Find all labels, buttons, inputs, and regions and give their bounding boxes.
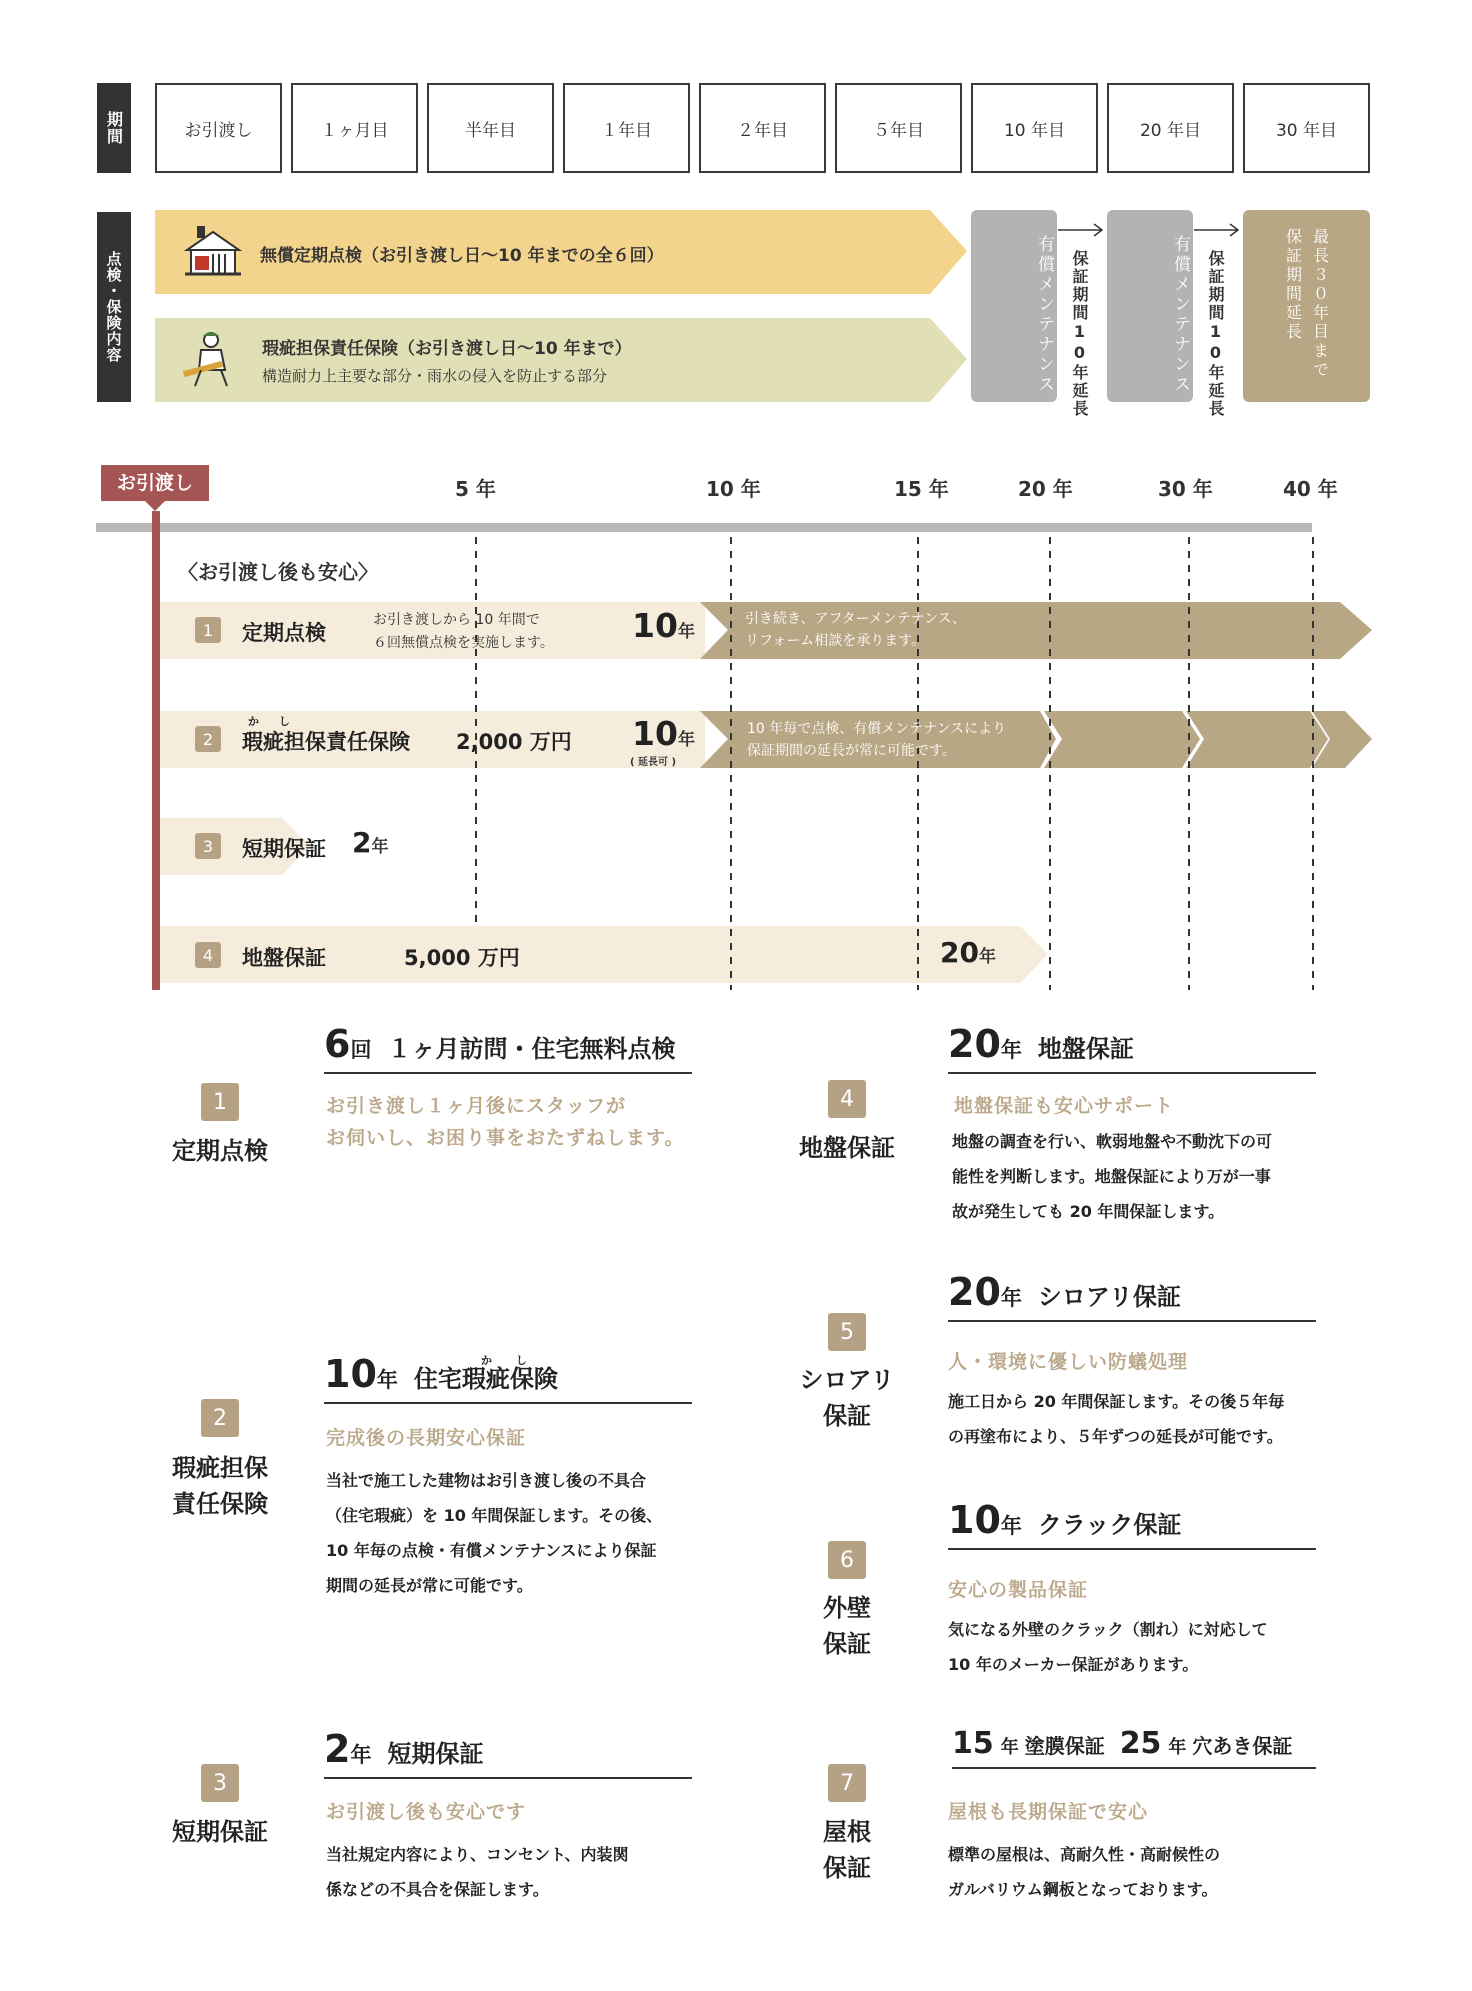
period-item: 30 年目	[1243, 83, 1370, 173]
detail3-subtitle: お引渡し後も安心です	[326, 1801, 527, 1823]
row1-desc-line2: ６回無償点検を実施します。	[373, 635, 554, 651]
row4-years	[940, 936, 996, 969]
period-item: 半年目	[427, 83, 554, 173]
start-tag-label: お引渡し	[116, 472, 193, 494]
detail4-heading-number: 20	[948, 1022, 1001, 1066]
inspection-label: 点検・保険内容	[97, 212, 131, 402]
carpenter-icon	[181, 330, 245, 390]
extension-label-1: 保証期間10年延長	[1070, 250, 1089, 418]
row1-note-line1: 引き続き、アフターメンテナンス、	[745, 611, 967, 627]
row1-years-number: 10	[632, 606, 678, 645]
house-icon	[183, 224, 243, 280]
timeline-caption: 〈お引渡し後も安心〉	[178, 560, 378, 584]
detail5-label	[785, 1362, 909, 1434]
detail6-body-line1: 気になる外壁のクラック（割れ）に対応して	[948, 1620, 1268, 1639]
detail3-heading-title: 短期保証	[387, 1740, 484, 1768]
arrow-right-icon	[1194, 223, 1242, 237]
row2-note-line2: 保証期間の延長が常に可能です。	[747, 743, 956, 759]
detail2-body-line2: （住宅瑕疵）を 10 年間保証します。その後、	[326, 1506, 663, 1525]
detail7-heading-unit1: 年	[1000, 1737, 1019, 1758]
year-label-40: 40 年	[1283, 477, 1338, 501]
detail1-subtitle-line1: お引き渡し１ヶ月後にスタッフが	[326, 1095, 627, 1117]
detail5-heading-number: 20	[948, 1270, 1001, 1314]
period-label: 期間	[97, 83, 131, 173]
detail2-number: 2	[201, 1399, 239, 1437]
paid-maintenance-box-2: 有償メンテナンス	[1107, 210, 1193, 402]
row2-years	[632, 714, 695, 753]
detail7-heading	[952, 1726, 1316, 1769]
detail4-number: 4	[828, 1080, 866, 1118]
start-line	[152, 511, 160, 990]
row2-chevron-1	[1044, 711, 1200, 768]
row2-note-line1: 10 年毎で点検、有償メンテナンスにより	[747, 721, 1007, 737]
detail3-heading	[324, 1727, 692, 1779]
detail7-number: 7	[828, 1764, 866, 1802]
row2-years-unit: 年	[677, 730, 695, 750]
row4-years-number: 20	[940, 936, 979, 969]
detail6-label	[785, 1590, 909, 1662]
row2-note	[747, 718, 1006, 762]
detail2-subtitle: 完成後の長期安心保証	[326, 1427, 527, 1449]
detail7-subtitle: 屋根も長期保証で安心	[948, 1801, 1149, 1823]
detail1-number: 1	[201, 1083, 239, 1121]
detail3-heading-number: 2	[324, 1727, 351, 1771]
period-item: 10 年目	[971, 83, 1098, 173]
band2-sub: 構造耐力上主要な部分・雨水の侵入を防止する部分	[262, 367, 608, 385]
row2-number: 2	[195, 726, 221, 752]
detail6-label-line2: 保証	[823, 1630, 871, 1658]
detail2-label-line2: 責任保険	[172, 1490, 268, 1518]
band2-title: 瑕疵担保責任保険（お引き渡し日〜10 年まで）	[262, 339, 632, 359]
row1-years	[632, 606, 695, 645]
start-tag-pointer	[145, 501, 165, 511]
detail6-heading	[948, 1498, 1316, 1550]
detail2-label-line1: 瑕疵担保	[172, 1454, 268, 1482]
row2-extendable: ( 延長可 )	[630, 757, 677, 768]
detail7-heading-unit2: 年	[1168, 1737, 1187, 1758]
detail4-label: 地盤保証	[799, 1134, 895, 1162]
axis-bar	[96, 523, 1312, 532]
detail3-heading-unit: 年	[350, 1743, 372, 1767]
row4-years-unit: 年	[978, 947, 996, 967]
detail7-label-line2: 保証	[823, 1854, 871, 1882]
detail7-heading-title2: 穴あき保証	[1192, 1734, 1293, 1758]
row2-years-number: 10	[632, 714, 678, 753]
detail2-label	[158, 1450, 282, 1522]
detail1-heading-number: 6	[324, 1022, 351, 1066]
year-label-20: 20 年	[1018, 477, 1073, 501]
detail4-subtitle: 地盤保証も安心サポート	[954, 1095, 1175, 1117]
detail3-body	[326, 1837, 629, 1907]
arrow-right-icon	[1058, 223, 1106, 237]
detail3-number: 3	[201, 1764, 239, 1802]
detail7-heading-title1: 塗膜保証	[1024, 1734, 1105, 1758]
detail7-label	[785, 1814, 909, 1886]
detail3-body-line2: 係などの不具合を保証します。	[326, 1880, 549, 1899]
row2-amount: 2,000 万円	[456, 730, 572, 754]
detail5-body	[948, 1384, 1284, 1454]
period-item: １ヶ月目	[291, 83, 418, 173]
year-label-5: 5 年	[455, 477, 496, 501]
detail5-label-line2: 保証	[823, 1402, 871, 1430]
row4-number: 4	[195, 942, 221, 968]
year-label-30: 30 年	[1158, 477, 1213, 501]
row1-note	[745, 608, 966, 652]
detail2-ruby: か し	[481, 1354, 537, 1367]
year-label-10: 10 年	[706, 477, 761, 501]
extension-label-2: 保証期間10年延長	[1206, 250, 1225, 418]
detail4-body-line2: 能性を判断します。地盤保証により万が一事	[952, 1167, 1271, 1186]
detail2-heading-number: 10	[324, 1352, 377, 1396]
period-item: お引渡し	[155, 83, 282, 173]
period-item: ５年目	[835, 83, 962, 173]
row1-title: 定期点検	[242, 621, 326, 645]
detail7-heading-number1: 15	[952, 1726, 994, 1761]
row1-desc-line1: お引き渡しから 10 年間で	[373, 612, 540, 628]
detail3-body-line1: 当社規定内容により、コンセント、内装関	[326, 1845, 629, 1864]
detail7-body-line1: 標準の屋根は、高耐久性・高耐候性の	[948, 1845, 1221, 1864]
max-extension-box	[1243, 210, 1370, 402]
detail2-heading-title: 住宅瑕疵保険	[413, 1365, 558, 1393]
period-item: １年目	[563, 83, 690, 173]
detail2-heading-unit: 年	[376, 1368, 398, 1392]
row4-title: 地盤保証	[242, 946, 326, 970]
detail5-number: 5	[828, 1313, 866, 1351]
detail7-heading-number2: 25	[1119, 1726, 1162, 1761]
detail6-label-line1: 外壁	[823, 1594, 871, 1622]
detail1-heading-title: １ヶ月訪問・住宅無料点検	[387, 1035, 676, 1063]
row1-desc	[373, 609, 554, 655]
detail7-label-line1: 屋根	[823, 1818, 871, 1846]
detail4-heading	[948, 1022, 1316, 1074]
detail4-body-line3: 故が発生しても 20 年間保証します。	[952, 1202, 1225, 1221]
detail5-heading-unit: 年	[1000, 1286, 1022, 1310]
detail1-label: 定期点検	[172, 1137, 268, 1165]
detail2-heading	[324, 1352, 692, 1404]
detail6-heading-number: 10	[948, 1498, 1001, 1542]
detail4-heading-title: 地盤保証	[1037, 1035, 1134, 1063]
detail1-subtitle	[326, 1090, 684, 1154]
year-label-15: 15 年	[894, 477, 949, 501]
period-item: 20 年目	[1107, 83, 1234, 173]
paid-maintenance-box-1: 有償メンテナンス	[971, 210, 1057, 402]
detail5-body-line2: の再塗布により、５年ずつの延長が可能です。	[948, 1427, 1283, 1446]
detail3-label: 短期保証	[172, 1818, 268, 1846]
row3-years-unit: 年	[371, 837, 389, 857]
detail5-heading	[948, 1270, 1316, 1322]
detail4-body	[952, 1124, 1272, 1229]
detail4-body-line1: 地盤の調査を行い、軟弱地盤や不動沈下の可	[952, 1132, 1273, 1151]
detail2-body-line1: 当社で施工した建物はお引き渡し後の不具合	[326, 1471, 647, 1490]
detail5-subtitle: 人・環境に優しい防蟻処理	[948, 1351, 1189, 1373]
row3-years	[352, 826, 388, 859]
detail6-body	[948, 1612, 1268, 1682]
detail1-subtitle-line2: お伺いし、お困り事をおたずねします。	[326, 1127, 685, 1149]
band1-text: 無償定期点検（お引き渡し日〜10 年までの全６回）	[260, 246, 664, 266]
row3-title: 短期保証	[242, 837, 326, 861]
max-extension-line1: 最長３０年目まで	[1310, 228, 1330, 380]
detail2-body-line4: 期間の延長が常に可能です。	[326, 1576, 533, 1595]
detail1-heading	[324, 1022, 692, 1074]
row2-chevron-2	[1186, 711, 1328, 768]
row1-years-unit: 年	[677, 622, 695, 642]
detail1-heading-unit: 回	[350, 1038, 372, 1062]
row3-number: 3	[195, 833, 221, 859]
max-extension-line2: 保証期間延長	[1283, 228, 1303, 342]
detail7-body	[948, 1837, 1220, 1907]
detail2-body	[326, 1463, 662, 1603]
detail6-heading-unit: 年	[1000, 1514, 1022, 1538]
detail6-body-line2: 10 年のメーカー保証があります。	[948, 1655, 1199, 1674]
detail5-heading-title: シロアリ保証	[1037, 1283, 1181, 1311]
row3-years-number: 2	[352, 826, 372, 859]
band2-text	[262, 334, 632, 386]
detail5-body-line1: 施工日から 20 年間保証します。その後５年毎	[948, 1392, 1285, 1411]
detail2-body-line3: 10 年毎の点検・有償メンテナンスにより保証	[326, 1541, 657, 1560]
detail5-label-line1: シロアリ	[799, 1366, 895, 1394]
period-item: ２年目	[699, 83, 826, 173]
row2-ruby: か し	[248, 715, 298, 728]
detail6-number: 6	[828, 1541, 866, 1579]
row1-note-line2: リフォーム相談を承ります。	[745, 633, 926, 649]
row1-number: 1	[195, 617, 221, 643]
detail6-heading-title: クラック保証	[1037, 1511, 1182, 1539]
row2-title: 瑕疵担保責任保険	[242, 730, 410, 754]
detail7-body-line2: ガルバリウム鋼板となっております。	[948, 1880, 1218, 1899]
detail6-subtitle: 安心の製品保証	[948, 1579, 1089, 1601]
row4-amount: 5,000 万円	[404, 946, 520, 970]
detail4-heading-unit: 年	[1000, 1038, 1022, 1062]
